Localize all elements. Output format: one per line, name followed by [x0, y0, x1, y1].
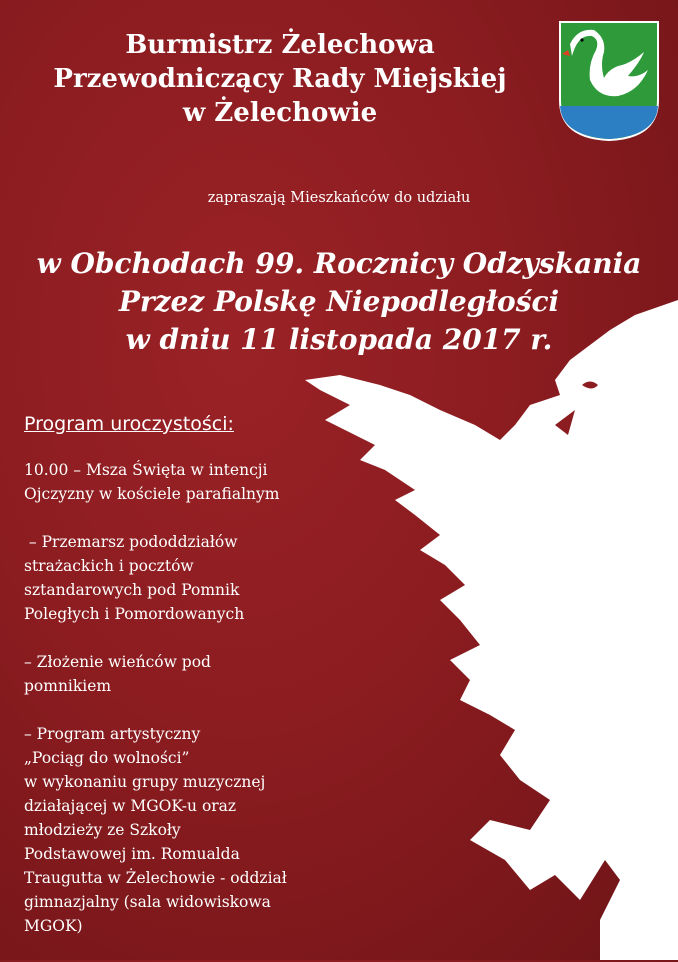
header-line-1: Burmistrz Żelechowa: [125, 30, 435, 60]
program-line: 10.00 – Msza Święta w intencji: [24, 461, 268, 479]
program-line: gimnazjalny (sala widowiskowa: [24, 893, 271, 911]
program-title: Program uroczystości:: [24, 413, 234, 435]
program-line: strażackich i pocztów: [24, 557, 194, 575]
event-line-3: w dniu 11 listopada 2017 r.: [125, 323, 553, 356]
program-line: działającej w MGOK-u oraz: [24, 797, 237, 815]
program-item-march: [24, 530, 364, 626]
program-line: pomnikiem: [24, 677, 112, 695]
header-title: [0, 28, 560, 130]
program-line: Poległych i Pomordowanych: [24, 605, 245, 623]
header-line-3: w Żelechowie: [182, 98, 378, 128]
program-list: [24, 458, 364, 962]
program-line: młodzieży ze Szkoły: [24, 821, 181, 839]
program-item-artistic: [24, 722, 364, 938]
program-line: sztandarowych pod Pomnik: [24, 581, 240, 599]
program-line: w wykonaniu grupy muzycznej: [24, 773, 266, 791]
program-line: – Przemarsz pododdziałów: [24, 533, 238, 551]
swan-crest-icon: [558, 20, 660, 142]
program-item-mass: [24, 458, 364, 506]
event-title: [0, 245, 678, 359]
program-line: Podstawowej im. Romualda: [24, 845, 240, 863]
invitation-text: zapraszają Mieszkańców do udziału: [207, 190, 471, 206]
event-line-1: w Obchodach 99. Rocznicy Odzyskania: [36, 247, 642, 280]
program-line: „Pociąg do wolności”: [24, 749, 190, 767]
header-line-2: Przewodniczący Rady Miejskiej: [53, 64, 507, 94]
program-line: – Program artystyczny: [24, 725, 201, 743]
program-line: MGOK): [24, 917, 83, 935]
program-item-wreaths: [24, 650, 364, 698]
event-line-2: Przez Polskę Niepodległości: [118, 285, 560, 318]
program-line: Ojczyzny w kościele parafialnym: [24, 485, 280, 503]
program-line: – Złożenie wieńców pod: [24, 653, 211, 671]
program-line: Traugutta w Żelechowie - oddział: [24, 869, 287, 887]
